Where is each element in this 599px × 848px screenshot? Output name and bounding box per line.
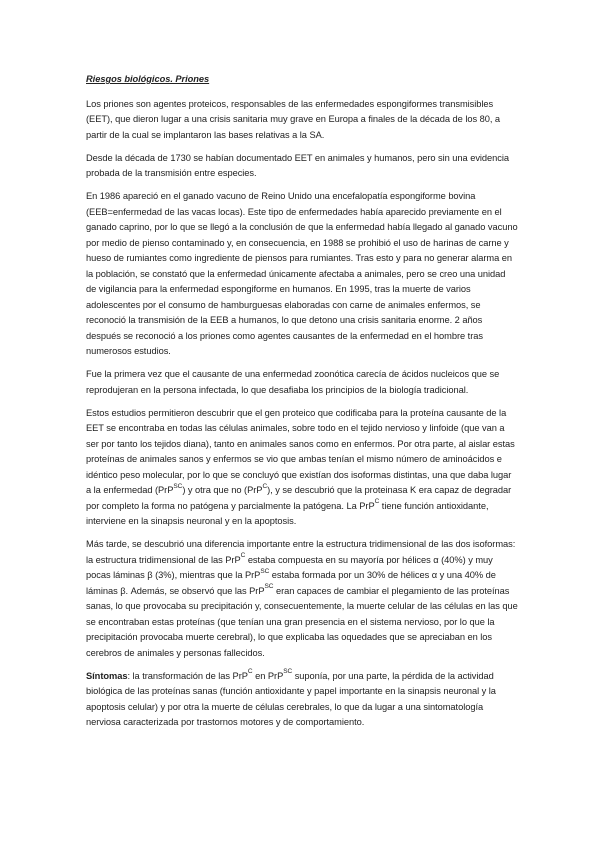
paragraph-intro: Los priones son agentes proteicos, responsables de las enfermedades espongiformes transmisibles (EET), que dieron lugar a una crisis sanitaria muy grave en Europa a finales de la década de los 80, a partir de la cual se implantaron las bases relativas a la SA. bbox=[86, 98, 501, 140]
superscript: C bbox=[247, 668, 253, 676]
superscript: SC bbox=[260, 567, 270, 575]
paragraph-history: Desde la década de 1730 se habían documentado EET en animales y humanos, pero sin una evidencia probada de la transmisión entre especies. bbox=[86, 152, 510, 178]
document-title: Riesgos biológicos. Priones bbox=[86, 74, 210, 84]
superscript: C bbox=[262, 482, 268, 490]
paragraph-isoforms: Estos estudios permitieron descubrir que el gen proteico que codificaba para la proteína causante de la EET se encontraba en todas las células animales, sobre todo en el tejido nervioso y linfoide (que van a ser por tanto los tejidos diana), tanto en animales sanos como en enfermos. Por otra parte, al aislar estas proteínas de animales sanos y enfermos se vio que ambas tenían el mismo número de aminoácidos e idéntico peso molecular, por lo que se concluyó que existían dos isoformas distintas, una que daba lugar a la enfermedad (PrP$^{SC}$) y otra que no (PrP$^C$), y se descubrió que la proteinasa K era capaz de degradar por completo la forma no patógena y parcialmente la patógena. La PrP$^C$ tiene función antioxidante, interviene en la sinapsis neuronal y en la apoptosis. bbox=[86, 407, 515, 526]
superscript: C bbox=[240, 552, 246, 560]
superscript: SC bbox=[283, 668, 293, 676]
symptoms-label: Síntomas bbox=[86, 670, 128, 681]
paragraph-eeb-crisis: En 1986 apareció en el ganado vacuno de Reino Unido una encefalopatía espongiforme bovina (EEB=enfermedad de las vacas locas). Este tipo de enfermedades había aparecido previamente en el ganado caprino, por lo que se llegó a la conclusión de que la enfermedad había llegado al ganado vacuno por medio de pienso contaminado y, en consecuencia, en 1988 se prohibió el uso de harinas de carne y hueso de rumiantes como ingrediente de piensos para rumiantes. Tras esto y para no generar alarma en la población, se constató que la enfermedad únicamente afectaba a animales, pero se creo una unidad de vigilancia para la enfermedad espongiforme en humanos. En 1995, tras la muerte de varios adolescentes por el consumo de hamburguesas elaboradas con carne de animales enfermos, se reconoció la transmisión de la EEB a humanos, lo que detono una crisis sanitaria enorme. 2 años después se reconoció a los priones como agentes causantes de la enfermedad en el hombre tras numerosos estudios. bbox=[86, 191, 518, 356]
superscript: SC bbox=[264, 583, 274, 591]
superscript: C bbox=[374, 498, 380, 506]
paragraph-structure: Más tarde, se descubrió una diferencia importante entre la estructura tridimensional de las dos isoformas: la estructura tridimensional de las PrP$^C$ estaba compuesta en su mayoría por hélices α (40%) y muy pocas láminas β (3%), mientras que la PrP$^{SC}$ estaba formada por un 30% de hélices α y una 40% de láminas β. Además, se observó que las PrP$^{SC}$ eran capaces de cambiar el plegamiento de las proteínas sanas, lo que provocaba su precipitación y, consecuentemente, la muerte celular de las células en las que se encontraban estas proteínas (que tenían una gran presencia en el sistema nervioso, por lo que la precipitación provocaba muerte cerebral), lo que explicaba las oquedades que se apreciaban en los cerebros de animales y personas fallecidos. bbox=[86, 539, 518, 658]
paragraph-symptoms: Síntomas: la transformación de las PrP$^C$ en PrP$^{SC}$ suponía, por una parte, la pérdida de la actividad biológica de las proteínas sanas (función antioxidante y papel importante en la sinapsis neuronal y la apoptosis celular) y por otra la muerte de células cerebrales, lo que da lugar a una sintomatología nerviosa caracterizada por trastornos motores y de comportamiento. bbox=[86, 668, 496, 727]
superscript: SC bbox=[173, 482, 183, 490]
document-page bbox=[86, 72, 518, 738]
paragraph-zoonotic: Fue la primera vez que el causante de una enfermedad zoonótica carecía de ácidos nucleicos que se reprodujeran en la persona infectada, lo que desafiaba los principios de la biología tradicional. bbox=[86, 369, 500, 395]
